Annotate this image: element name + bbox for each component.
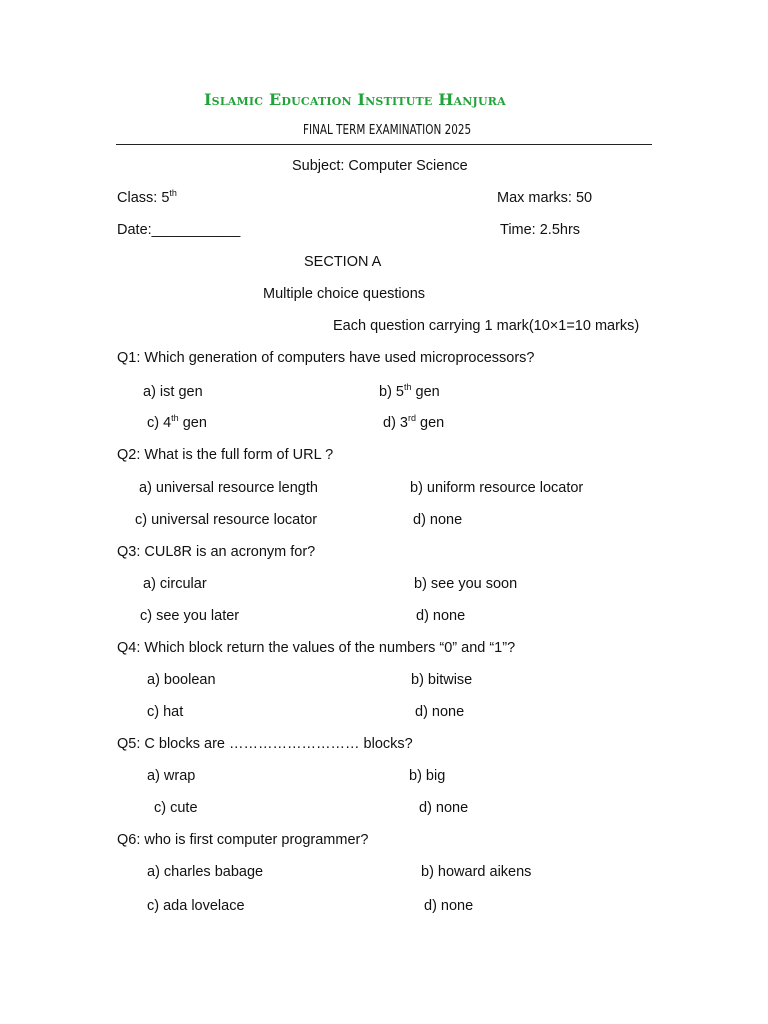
option-d: d) none <box>415 704 465 720</box>
class-label: Class: 5 <box>117 190 170 206</box>
option-d: d) none <box>424 898 474 914</box>
header-divider <box>116 144 652 145</box>
option-a: a) boolean <box>147 672 216 688</box>
option-a: a) ist gen <box>143 384 203 400</box>
option-a: a) universal resource length <box>139 480 318 496</box>
question-text: Q5: C blocks are ……………………… blocks? <box>117 736 413 752</box>
option-b-superscript: th <box>404 382 412 392</box>
question-text: Q2: What is the full form of URL ? <box>117 447 334 463</box>
marks-note: Each question carrying 1 mark(10×1=10 marks) <box>333 318 640 334</box>
option-c: c) cute <box>154 800 198 816</box>
option-b: b) bitwise <box>411 672 473 688</box>
option-c-text: c) 4 <box>147 415 172 431</box>
option-a: a) wrap <box>147 768 196 784</box>
option-c-suffix: gen <box>178 415 207 431</box>
option-c: c) ada lovelace <box>147 898 245 914</box>
exam-title: FINAL TERM EXAMINATION 2025 <box>303 122 472 138</box>
option-d-text: d) 3 <box>383 415 408 431</box>
section-title: SECTION A <box>304 254 382 270</box>
option-b: b) uniform resource locator <box>410 480 584 496</box>
option-c <box>147 413 207 431</box>
option-c: c) see you later <box>140 608 240 624</box>
max-marks: Max marks: 50 <box>497 190 593 206</box>
question-text: Q6: who is first computer programmer? <box>117 832 369 848</box>
option-d-superscript: rd <box>408 413 417 423</box>
option-b: b) big <box>409 768 446 784</box>
option-b: b) see you soon <box>414 576 518 592</box>
question-text: Q1: Which generation of computers have used microprocessors? <box>117 350 535 366</box>
school-name: Islamic Education Institute Hanjura <box>204 90 506 109</box>
option-d: d) none <box>416 608 466 624</box>
option-d: d) none <box>419 800 469 816</box>
option-d <box>383 413 445 431</box>
time-line: Time: 2.5hrs <box>500 222 581 238</box>
class-line <box>117 188 177 206</box>
option-d: d) none <box>413 512 463 528</box>
option-c: c) universal resource locator <box>135 512 318 528</box>
section-subtitle: Multiple choice questions <box>263 286 426 302</box>
option-c: c) hat <box>147 704 184 720</box>
option-b-text: b) 5 <box>379 384 404 400</box>
question-text: Q4: Which block return the values of the numbers “0” and “1”? <box>117 640 516 656</box>
option-c-superscript: th <box>171 413 179 423</box>
option-a: a) charles babage <box>147 864 264 880</box>
option-d-suffix: gen <box>416 415 445 431</box>
class-superscript: th <box>169 188 177 198</box>
date-line: Date:___________ <box>117 222 241 238</box>
option-a: a) circular <box>143 576 207 592</box>
question-text: Q3: CUL8R is an acronym for? <box>117 544 316 560</box>
subject-line: Subject: Computer Science <box>292 158 468 174</box>
option-b: b) howard aikens <box>421 864 532 880</box>
option-b <box>379 382 440 400</box>
option-b-suffix: gen <box>411 384 440 400</box>
